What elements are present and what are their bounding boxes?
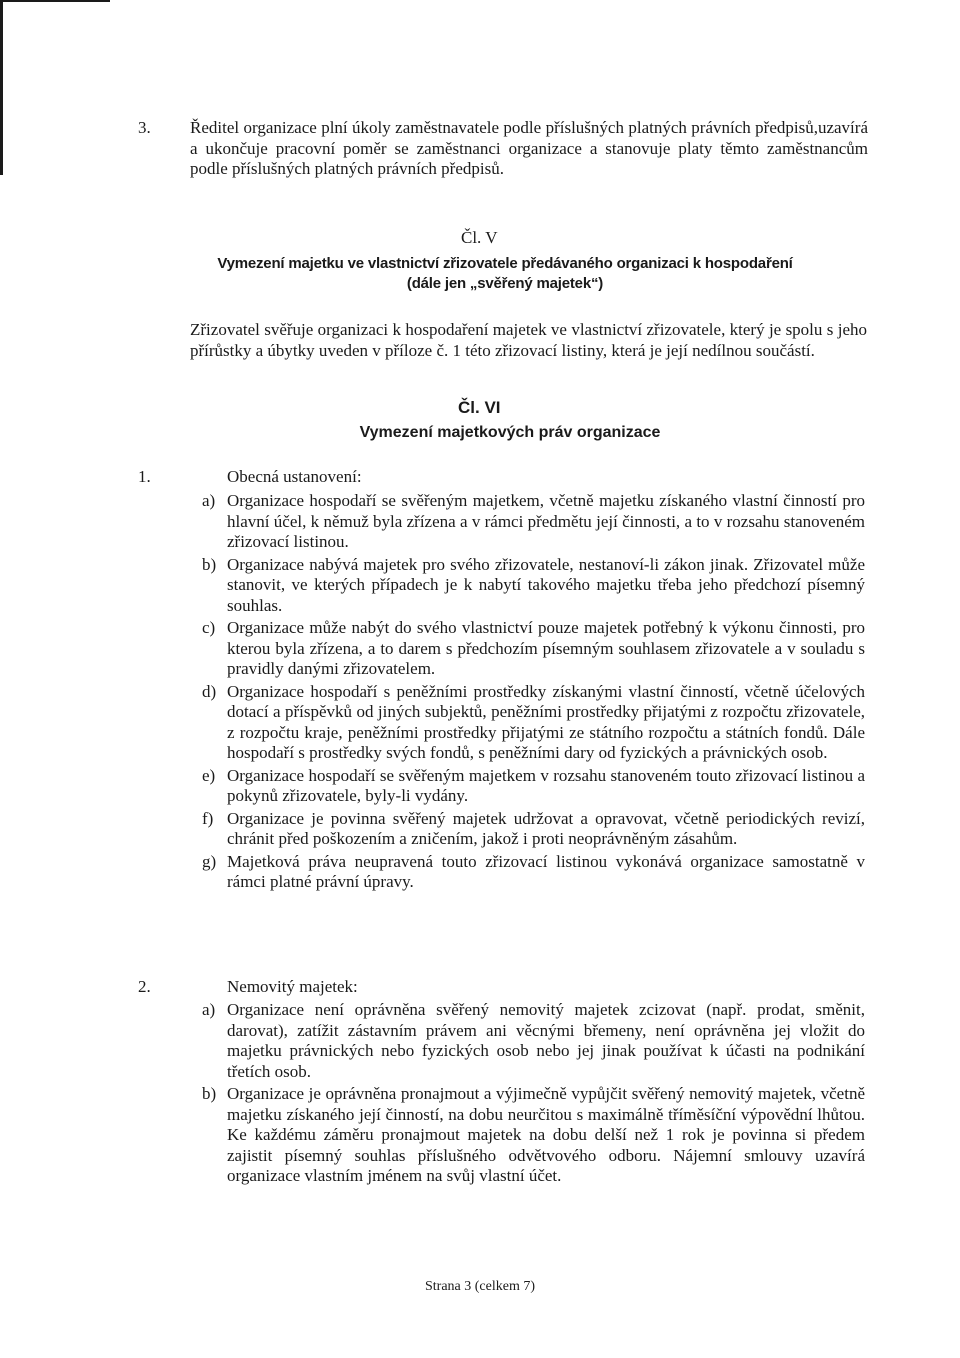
item-letter: a)	[202, 1000, 216, 1019]
article-5-body: Zřizovatel svěřuje organizaci k hospodaření majetek ve vlastnictví zřizovatele, který je spolu s jeho přírůstky a úbytky uveden v příloze č. 1 této zřizovací listiny, která je její nedílnou součástí.	[190, 320, 867, 360]
part-2-heading: Nemovitý majetek:	[227, 977, 358, 996]
item-letter: b)	[202, 1084, 217, 1103]
item-text: Organizace hospodaří se svěřeným majetkem, včetně majetku získaného vlastní činností pro hlavní účel, k němuž byla zřízena a v rámci předmětu její činnosti, a to v rozsahu stanoveném zřizovací listinou.	[227, 491, 865, 551]
part-2-number: 2.	[138, 977, 151, 996]
item-text: Organizace je povinna svěřený majetek udržovat a opravovat, včetně periodických revizí, chránit před poškozením a zničením, jakož i proti neoprávněným zásahům.	[227, 808, 865, 848]
part-1-items	[202, 491, 865, 895]
item-text: Organizace může nabýt do svého vlastnictví pouze majetek potřebný k výkonu činnosti, pro kterou byla zřízena, a to darem s předchozím písemným souhlasem zřizovatele a v souladu s pravidly danými zřizovatelem.	[227, 618, 865, 678]
item-letter: e)	[202, 765, 216, 785]
page-number-footer: Strana 3 (celkem 7)	[424, 1279, 535, 1294]
part-2-items	[202, 1000, 865, 1189]
section-3-text: Ředitel organizace plní úkoly zaměstnavatele podle příslušných platných právních předpisů,uzavírá a ukončuje pracovní poměr se zaměstnanci organizace a stanovuje platy těmto zaměstnancům podle příslušných platných právních předpisů.	[190, 118, 868, 178]
item-letter: f)	[202, 808, 214, 828]
item-text: Organizace nabývá majetek pro svého zřizovatele, nestanoví-li zákon jinak. Zřizovatel může stanovit, ve kterých případech je k nabytí takového majetku třeba jeho předchozí písemný souhlas.	[227, 554, 865, 615]
article-5-number: Čl. V	[461, 228, 498, 247]
list-item	[202, 809, 865, 850]
article-5-title-line1: Vymezení majetku ve vlastnictví zřizovatele předávaného organizaci k hospodaření	[217, 255, 793, 272]
list-item	[202, 555, 865, 617]
list-item	[202, 618, 865, 680]
list-item	[202, 852, 865, 893]
item-letter: b)	[202, 554, 217, 574]
item-text: Majetková práva neupravená touto zřizovací listinou vykonává organizace samostatně v rámci platné právní úpravy.	[227, 851, 865, 891]
item-letter: c)	[202, 618, 216, 637]
item-letter: d)	[202, 681, 217, 701]
item-text: Organizace hospodaří se svěřeným majetkem v rozsahu stanoveném touto zřizovací listinou a pokynů zřizovatele, byly-li vydány.	[227, 765, 865, 805]
part-1-heading: Obecná ustanovení:	[227, 467, 362, 486]
list-item	[202, 682, 865, 764]
item-letter: g)	[202, 851, 217, 871]
article-6-title: Vymezení majetkových práv organizace	[359, 424, 661, 441]
article-6-number: Čl. VI	[458, 398, 501, 417]
list-item	[202, 491, 865, 553]
item-text: Organizace hospodaří s peněžními prostředky získanými vlastní činností, včetně účelových dotací a příspěvků od jiných subjektů, peněžními prostředky přijatými z rozpočtu zřizovatele, z rozpočtu kraje, peněžními prostředky přijatými ze státního rozpočtu a státních fondů. Dále hospodaří s prostředky svých fondů, s peněžními dary od fyzických a právnických osob.	[227, 681, 865, 762]
section-3-number: 3.	[138, 118, 151, 137]
list-item	[202, 1084, 865, 1187]
list-item	[202, 766, 865, 807]
list-item	[202, 1000, 865, 1082]
article-5-title-line2: (dále jen „svěřený majetek“)	[406, 275, 604, 292]
part-1-number: 1.	[138, 467, 151, 486]
item-text: Organizace není oprávněna svěřený nemovitý majetek zcizovat (např. prodat, směnit, darovat), zatížit zástavním právem ani věcnými břemeny, není oprávněna jej vložit do majetku právnických nebo fyzických osob nebo jej jinak používat k účasti na podnikání třetích osob.	[227, 1000, 865, 1081]
item-letter: a)	[202, 491, 216, 510]
article-5-title	[120, 254, 890, 294]
item-text: Organizace je oprávněna pronajmout a výjimečně vypůjčit svěřený nemovitý majetek, včetně majetku získaného její činností, na dobu neurčitou s maximálně tříměsíční výpovědní lhůtou. Ke každému záměru pronajmout majetek na dobu delší než 1 rok je povinna si předem zajistit písemný souhlas příslušného odvětvového odboru. Nájemní smlouvy uzavírá organizace vlastním jménem na svůj vlastní účet.	[227, 1084, 865, 1185]
